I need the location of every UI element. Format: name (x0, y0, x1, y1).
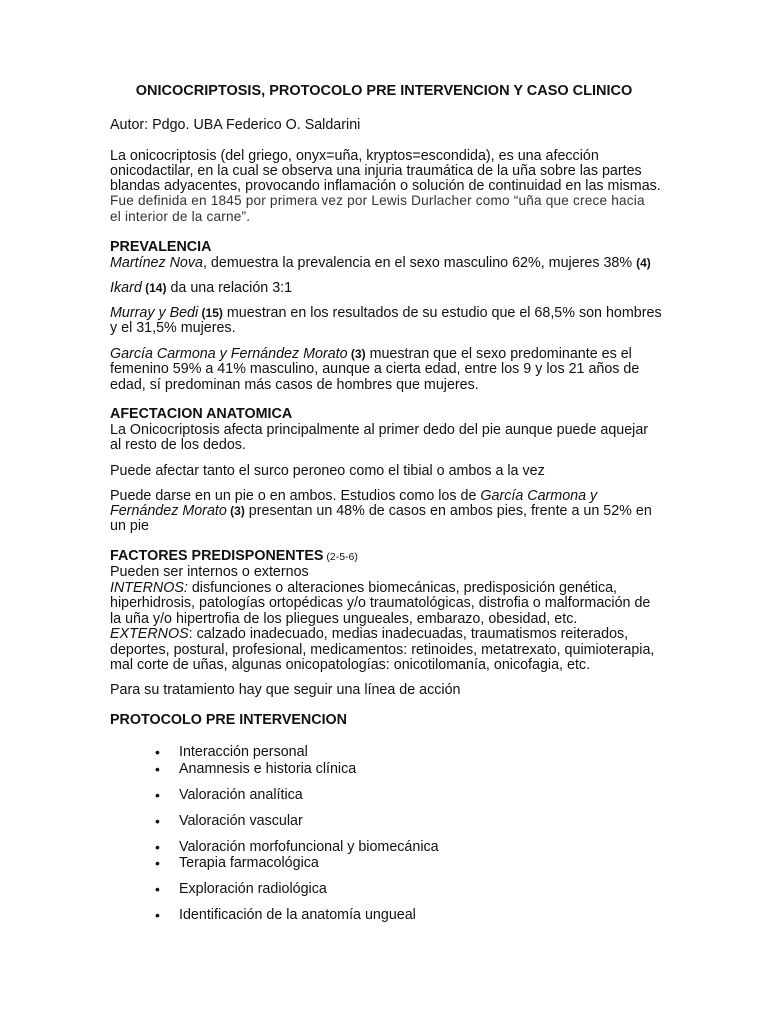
prevalencia-text: muestran que el sexo predominante es el (365, 346, 632, 362)
factores-reference: (2-5-6) (323, 551, 358, 563)
afectacion-line-2: al resto de los dedos. (110, 437, 246, 453)
heading-factores (110, 548, 358, 564)
afectacion-line-4 (110, 488, 597, 504)
afectacion-line-3: Puede afectar tanto el surco peroneo como el tibial o ambos a la vez (110, 463, 545, 479)
externos-text: : calzado inadecuado, medias inadecuadas, traumatismos reiterados, (188, 626, 629, 642)
intro-line-1: La onicocriptosis (del griego, onyx=uña, kryptos=escondida), es una afección (110, 148, 599, 164)
internos-label: INTERNOS: (110, 580, 188, 596)
intro-line-3: blandas adyacentes, provocando inflamación o solución de continuidad en las mismas. (110, 178, 661, 194)
prevalencia-p2 (110, 280, 292, 296)
prevalencia-p4 (110, 346, 632, 362)
prevalencia-p1 (110, 255, 651, 271)
prevalencia-p3-line2: y el 31,5% mujeres. (110, 320, 236, 336)
list-item: Valoración analítica (179, 787, 303, 803)
externos-label: EXTERNOS (110, 626, 189, 642)
heading-afectacion: AFECTACION ANATOMICA (110, 406, 293, 422)
prevalencia-text: muestran en los resultados de su estudio que el 68,5% son hombres (222, 305, 662, 321)
intro-line-5: el interior de la carne”. (110, 209, 251, 224)
factores-heading-text: FACTORES PREDISPONENTES (110, 548, 324, 564)
bullet-icon: • (155, 761, 160, 777)
reference: (3) (226, 504, 245, 518)
afectacion-line-6: un pie (110, 518, 149, 534)
bullet-icon: • (155, 813, 160, 829)
internos-line-2: hiperhidrosis, patologías ortopédicas y/o traumatológicas, distrofia o malformación de (110, 595, 651, 611)
afectacion-text: presentan un 48% de casos en ambos pies, frente a un 52% en (244, 503, 652, 519)
author-name: Martínez Nova (110, 255, 203, 271)
prevalencia-text: da una relación 3:1 (166, 280, 293, 296)
factores-line-1: Pueden ser internos o externos (110, 564, 309, 580)
afectacion-line-5 (110, 503, 652, 519)
bullet-icon: • (155, 787, 160, 803)
intro-line-4: Fue definida en 1845 por primera vez por Lewis Durlacher como “uña que crece hacia (110, 193, 645, 208)
afectacion-text: Puede darse en un pie o en ambos. Estudios como los de (110, 488, 481, 504)
list-item: Interacción personal (179, 744, 308, 760)
externos-line-3: mal corte de uñas, algunas onicopatologías: onicotilomanía, onicofagia, etc. (110, 657, 591, 673)
list-item: Valoración vascular (179, 813, 303, 829)
list-item: Anamnesis e historia clínica (179, 761, 357, 777)
heading-protocolo: PROTOCOLO PRE INTERVENCION (110, 712, 347, 728)
prevalencia-p4-line2: femenino 59% a 41% masculino, aunque a cierta edad, entre los 9 y los 21 años de (110, 361, 640, 377)
author-name: Ikard (110, 280, 142, 296)
reference: (15) (198, 306, 223, 320)
externos-line-2: deportes, postural, profesional, medicamentos: retinoides, metatrexato, quimioterapia, (110, 642, 655, 658)
list-item: Exploración radiológica (179, 881, 327, 897)
reference: (14) (141, 281, 167, 295)
list-item: Identificación de la anatomía ungueal (179, 907, 416, 923)
intro-line-2: onicodactilar, en la cual se observa una injuria traumática de la uña sobre las partes (110, 163, 642, 179)
heading-prevalencia: PREVALENCIA (110, 239, 212, 255)
prevalencia-p3 (110, 305, 662, 321)
author-name: Fernández Morato (110, 503, 227, 519)
bullet-icon: • (155, 744, 160, 760)
internos-line-1 (110, 580, 617, 596)
document-title: ONICOCRIPTOSIS, PROTOCOLO PRE INTERVENCION Y CASO CLINICO (135, 83, 633, 99)
author-line: Autor: Pdgo. UBA Federico O. Saldarini (110, 117, 361, 133)
author-name: García Carmona y (480, 488, 598, 504)
prevalencia-p4-line3: edad, sí predominan más casos de hombres que mujeres. (110, 377, 479, 393)
reference: (4) (636, 256, 651, 270)
prevalencia-text: , demuestra la prevalencia en el sexo masculino 62%, mujeres 38% (202, 255, 637, 271)
internos-line-3: la uña y/o hipertrofia de los pliegues ungueales, embarazo, obesidad, etc. (110, 611, 578, 627)
externos-line-1 (110, 626, 628, 642)
bullet-icon: • (155, 907, 160, 923)
author-name: Murray y Bedi (110, 305, 199, 321)
tratamiento-line: Para su tratamiento hay que seguir una línea de acción (110, 682, 461, 698)
bullet-icon: • (155, 839, 160, 855)
list-item: Terapia farmacológica (179, 855, 319, 871)
bullet-icon: • (155, 881, 160, 897)
list-item: Valoración morfofuncional y biomecánica (179, 839, 439, 855)
author-name: García Carmona y Fernández Morato (110, 346, 348, 362)
afectacion-line-1: La Onicocriptosis afecta principalmente al primer dedo del pie aunque puede aquejar (110, 422, 649, 438)
reference: (3) (347, 347, 366, 361)
internos-text: disfunciones o alteraciones biomecánicas, predisposición genética, (187, 580, 618, 596)
bullet-icon: • (155, 855, 160, 871)
